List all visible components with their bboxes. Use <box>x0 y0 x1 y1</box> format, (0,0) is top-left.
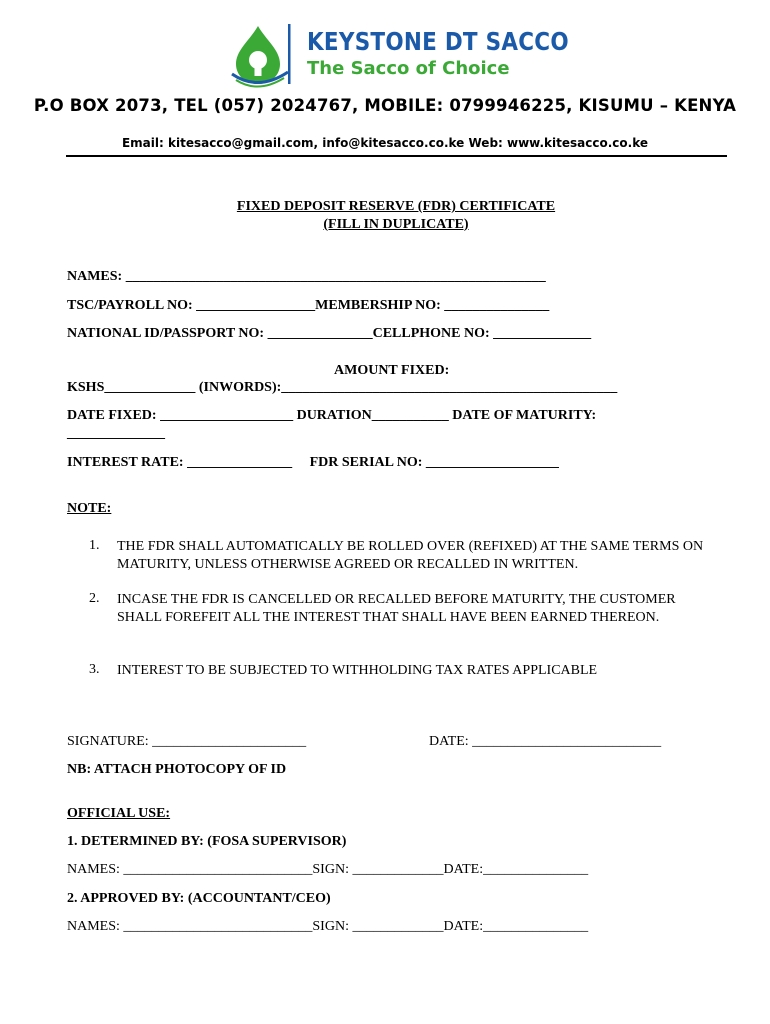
determined-by-line[interactable]: NAMES: ___________________________SIGN: _____________DATE:_______________ <box>67 862 589 877</box>
amount-field[interactable]: KSHS_____________ (INWORDS):________________________________________________ <box>67 380 618 395</box>
approved-by-label: 2. APPROVED BY: (ACCOUNTANT/CEO) <box>67 891 331 906</box>
signature-field[interactable]: SIGNATURE: ______________________ <box>67 734 307 749</box>
contact-line: Email: kitesacco@gmail.com, info@kitesacco.co.ke Web: www.kitesacco.co.ke <box>121 136 649 150</box>
maturity-blank[interactable]: ______________ <box>67 426 165 441</box>
nb-attach-id: NB: ATTACH PHOTOCOPY OF ID <box>67 762 287 777</box>
date-duration-field[interactable]: DATE FIXED: ___________________ DURATION___________ DATE OF MATURITY: <box>67 408 597 423</box>
note-number: 1. <box>89 538 100 553</box>
sacco-logo <box>228 22 294 93</box>
note-item: INTEREST TO BE SUBJECTED TO WITHHOLDING TAX RATES APPLICABLE <box>117 663 598 678</box>
note-heading: NOTE: <box>67 501 112 516</box>
brand-tagline: The Sacco of Choice <box>307 58 510 79</box>
address-line: P.O BOX 2073, TEL (057) 2024767, MOBILE: 0799946225, KISUMU – KENYA <box>33 96 737 115</box>
note-item: INCASE THE FDR IS CANCELLED OR RECALLED BEFORE MATURITY, THE CUSTOMER SHALL FOREFEIT ALL THE INTEREST THAT SHALL HAVE BEEN EARNED THEREON. <box>117 592 676 625</box>
id-cellphone-field[interactable]: NATIONAL ID/PASSPORT NO: _______________CELLPHONE NO: ______________ <box>67 326 592 341</box>
interest-serial-field[interactable]: INTEREST RATE: _______________ FDR SERIAL NO: ___________________ <box>67 455 559 470</box>
header-divider <box>66 155 727 157</box>
determined-by-label: 1. DETERMINED BY: (FOSA SUPERVISOR) <box>67 834 347 849</box>
approved-by-line[interactable]: NAMES: ___________________________SIGN: _____________DATE:_______________ <box>67 919 589 934</box>
official-use-heading: OFFICIAL USE: <box>67 806 171 821</box>
signature-date-field[interactable]: DATE: ___________________________ <box>429 734 662 749</box>
certificate-title: FIXED DEPOSIT RESERVE (FDR) CERTIFICATE <box>236 199 556 214</box>
names-field[interactable]: NAMES: ____________________________________________________________ <box>67 269 546 284</box>
certificate-subtitle: (FILL IN DUPLICATE) <box>323 217 469 232</box>
brand-name: KEYSTONE DT SACCO <box>307 27 569 56</box>
payroll-membership-field[interactable]: TSC/PAYROLL NO: _________________MEMBERSHIP NO: _______________ <box>67 298 550 313</box>
note-number: 2. <box>89 591 100 606</box>
keyhole-drop-logo-icon <box>228 22 294 88</box>
note-item: THE FDR SHALL AUTOMATICALLY BE ROLLED OVER (REFIXED) AT THE SAME TERMS ON MATURITY, UNLESS OTHERWISE AGREED OR RECALLED IN WRITTEN. <box>117 539 704 572</box>
amount-fixed-label: AMOUNT FIXED: <box>334 363 450 378</box>
note-number: 3. <box>89 662 100 677</box>
